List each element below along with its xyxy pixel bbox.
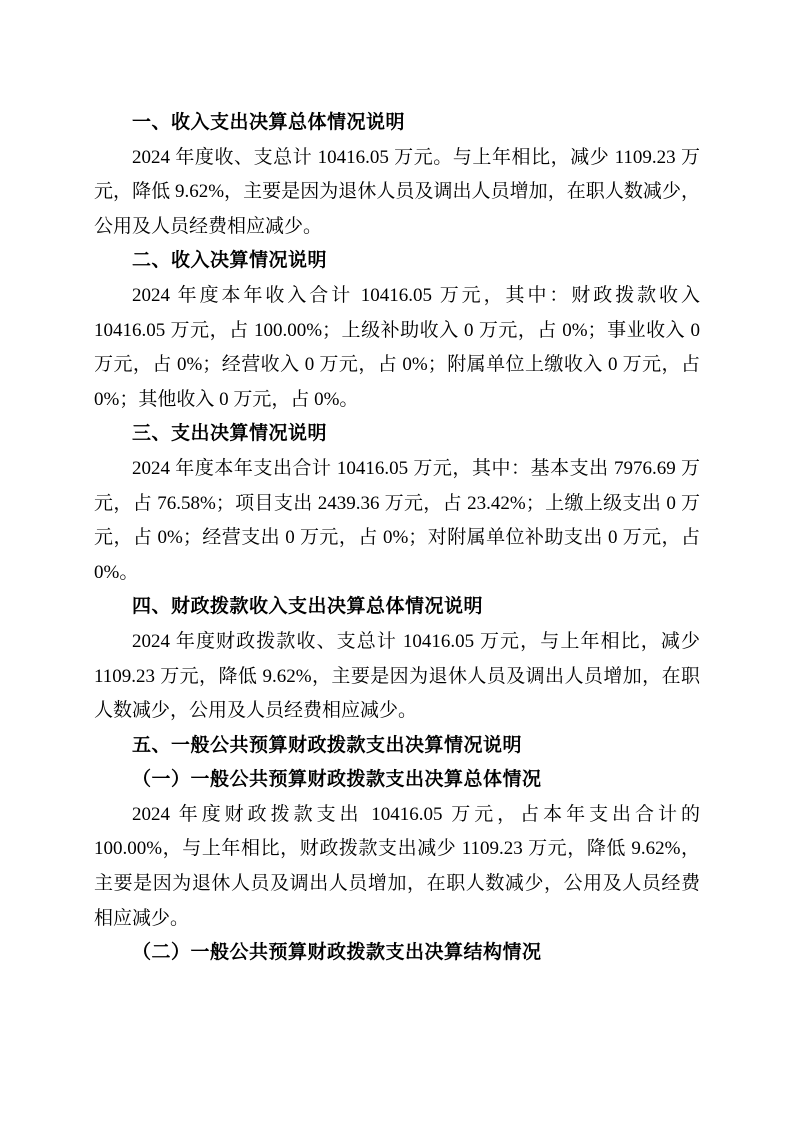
section-4-paragraph: 2024 年度财政拨款收、支总计 10416.05 万元，与上年相比，减少 1109.23 万元，降低 9.62%，主要是因为退休人员及调出人员增加，在职人数减少，公用及人员经费相应减少。	[94, 630, 700, 722]
section-4-heading: 四、财政拨款收入支出决算总体情况说明	[132, 596, 484, 618]
section-2-heading: 二、收入决算情况说明	[132, 250, 328, 272]
section-3-heading: 三、支出决算情况说明	[132, 423, 328, 445]
section-5-subsection-1-heading: （一）一般公共预算财政拨款支出决算总体情况	[132, 769, 542, 791]
section-5-subsection-2-heading: （二）一般公共预算财政拨款支出决算结构情况	[132, 942, 542, 964]
section-3-paragraph: 2024 年度本年支出合计 10416.05 万元，其中：基本支出 7976.69 万元，占 76.58%；项目支出 2439.36 万元，占 23.42%；上缴上级支出 0 万元，占 0%；经营支出 0 万元，占 0%；对附属单位补助支出 0 万元，占 0%。	[94, 457, 700, 583]
section-1-paragraph: 2024 年度收、支总计 10416.05 万元。与上年相比，减少 1109.23 万元，降低 9.62%，主要是因为退休人员及调出人员增加，在职人数减少，公用及人员经费相应减少。	[94, 146, 700, 237]
section-1-heading: 一、收入支出决算总体情况说明	[132, 112, 406, 133]
section-2-paragraph: 2024 年度本年收入合计 10416.05 万元，其中：财政拨款收入 10416.05 万元，占 100.00%；上级补助收入 0 万元，占 0%；事业收入 0 万元，占 0%；经营收入 0 万元，占 0%；附属单位上缴收入 0 万元，占 0%；其他收入 0 万元，占 0%。	[94, 284, 700, 410]
section-5-subsection-1-paragraph: 2024 年度财政拨款支出 10416.05 万元，占本年支出合计的 100.00%，与上年相比，财政拨款支出减少 1109.23 万元，降低 9.62%，主要是因为退休人员及调出人员增加，在职人数减少，公用及人员经费相应减少。	[94, 803, 700, 929]
section-5-heading: 五、一般公共预算财政拨款支出决算情况说明	[132, 734, 523, 756]
